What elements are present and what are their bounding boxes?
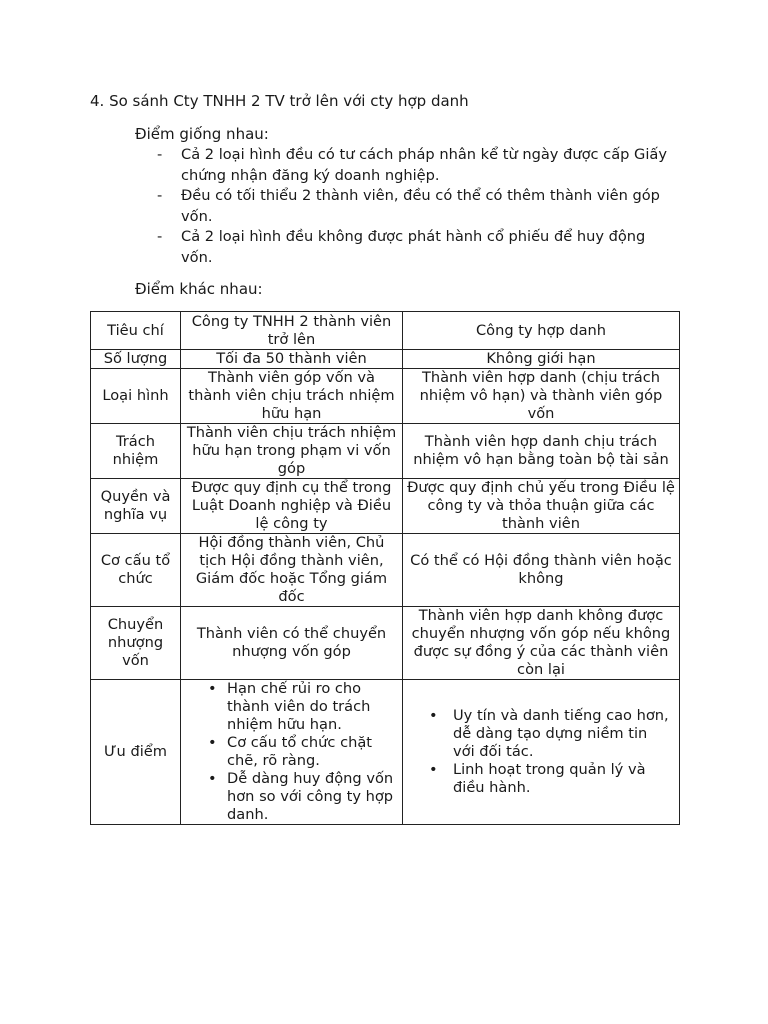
hopdanh-cell <box>403 680 680 825</box>
hopdanh-cell: Thành viên hợp danh chịu trách nhiệm vô hạn bằng toàn bộ tài sản <box>403 424 680 479</box>
criterion-cell: Chuyển nhượng vốn <box>91 607 181 680</box>
criterion-cell: Quyền và nghĩa vụ <box>91 479 181 534</box>
hopdanh-cell: Thành viên hợp danh (chịu trách nhiệm vô hạn) và thành viên góp vốn <box>403 369 680 424</box>
list-item: - Cả 2 loại hình đều không được phát hành cổ phiếu để huy động vốn. <box>157 228 646 266</box>
tnhh-cell: Thành viên chịu trách nhiệm hữu hạn trong phạm vi vốn góp <box>181 424 403 479</box>
table-header-row <box>91 312 680 350</box>
tnhh-cell: Được quy định cụ thể trong Luật Doanh nghiệp và Điều lệ công ty <box>181 479 403 534</box>
list-item: - Cả 2 loại hình đều có tư cách pháp nhân kể từ ngày được cấp Giấy chứng nhận đăng ký doanh nghiệp. <box>157 146 667 184</box>
tnhh-cell: Tối đa 50 thành viên <box>181 350 403 369</box>
different-title: Điểm khác nhau: <box>135 280 263 298</box>
similar-list <box>155 145 675 268</box>
similar-title: Điểm giống nhau: <box>135 125 269 143</box>
criterion-cell: Số lượng <box>91 350 181 369</box>
criterion-cell: Trách nhiệm <box>91 424 181 479</box>
header-cell: Tiêu chí <box>91 312 181 350</box>
tnhh-cell: Hội đồng thành viên, Chủ tịch Hội đồng thành viên, Giám đốc hoặc Tổng giám đốc <box>181 534 403 607</box>
tnhh-cell <box>181 680 403 825</box>
table-row <box>91 369 680 424</box>
list-item: • Linh hoạt trong quản lý và điều hành. <box>429 761 646 796</box>
list-item: • Dễ dàng huy động vốn hơn so với công ty hợp danh. <box>208 770 394 823</box>
tnhh-cell: Thành viên góp vốn và thành viên chịu trách nhiệm hữu hạn <box>181 369 403 424</box>
table-row <box>91 607 680 680</box>
list-item: • Cơ cấu tổ chức chặt chẽ, rõ ràng. <box>208 734 373 769</box>
hopdanh-cell: Không giới hạn <box>403 350 680 369</box>
list-item: • Hạn chế rủi ro cho thành viên do trách nhiệm hữu hạn. <box>208 680 371 733</box>
hopdanh-cell: Được quy định chủ yếu trong Điều lệ công ty và thỏa thuận giữa các thành viên <box>403 479 680 534</box>
criterion-cell: Ưu điểm <box>91 680 181 825</box>
hopdanh-cell: Thành viên hợp danh không được chuyển nhượng vốn góp nếu không được sự đồng ý của các thành viên còn lại <box>403 607 680 680</box>
criterion-cell: Loại hình <box>91 369 181 424</box>
table-row <box>91 479 680 534</box>
table-row <box>91 534 680 607</box>
list-item: • Uy tín và danh tiếng cao hơn, dễ dàng tạo dựng niềm tin với đối tác. <box>429 707 669 760</box>
section-heading: 4. So sánh Cty TNHH 2 TV trở lên với cty hợp danh <box>90 92 469 110</box>
table-row <box>91 350 680 369</box>
tnhh-cell: Thành viên có thể chuyển nhượng vốn góp <box>181 607 403 680</box>
criterion-cell: Cơ cấu tổ chức <box>91 534 181 607</box>
advantages-list-tnhh <box>181 680 402 824</box>
table-row <box>91 680 680 825</box>
comparison-table <box>90 311 680 825</box>
advantages-list-hopdanh <box>403 707 679 797</box>
table-row <box>91 424 680 479</box>
hopdanh-cell: Có thể có Hội đồng thành viên hoặc không <box>403 534 680 607</box>
header-cell: Công ty TNHH 2 thành viên trở lên <box>181 312 403 350</box>
list-item: - Đều có tối thiểu 2 thành viên, đều có thể có thêm thành viên góp vốn. <box>157 187 660 225</box>
header-cell: Công ty hợp danh <box>403 312 680 350</box>
